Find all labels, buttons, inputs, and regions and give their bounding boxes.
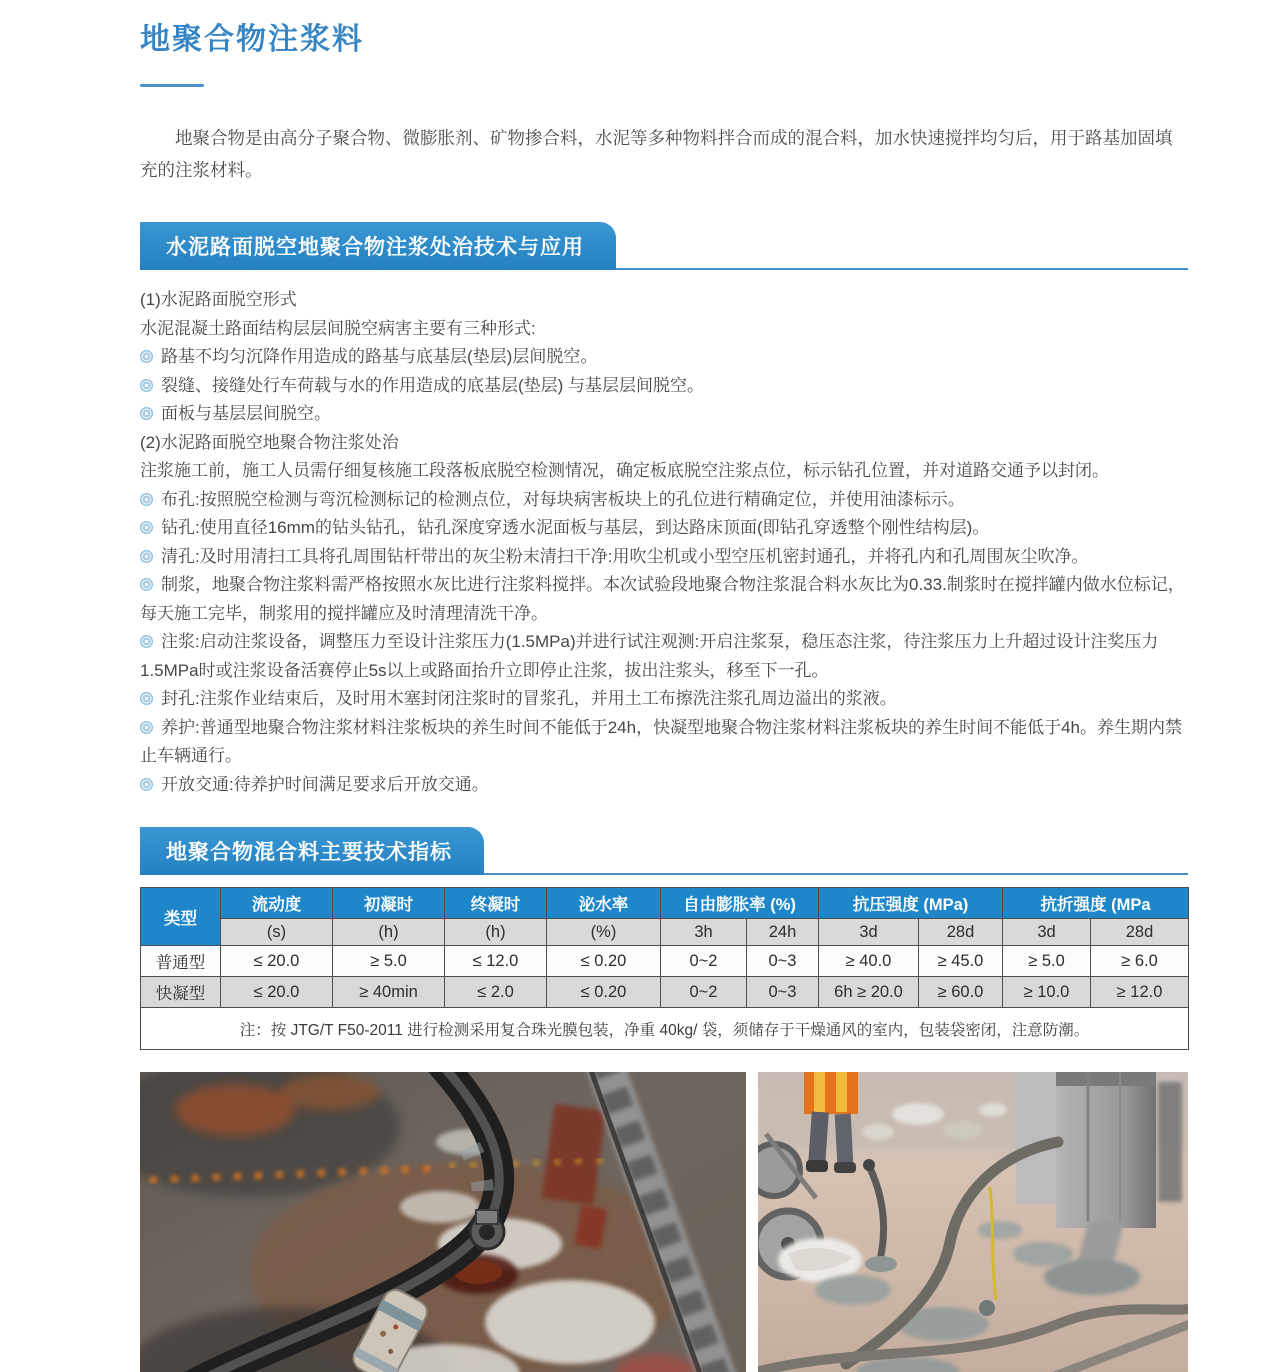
photo-strip	[140, 1072, 1188, 1372]
value-cell: ≥ 6.0	[1091, 946, 1189, 977]
ring-bullet-icon	[140, 407, 153, 420]
text-line: (1)水泥路面脱空形式	[140, 290, 297, 309]
unit-cell: 3h	[661, 919, 747, 946]
value-cell: ≥ 10.0	[1003, 977, 1091, 1008]
ring-bullet-icon	[140, 493, 153, 506]
photo-grouting-hose-pavement	[140, 1072, 746, 1372]
bullet-text: 钻孔:使用直径16mm的钻头钻孔，钻孔深度穿透水泥面板与基层，到达路床顶面(即钻孔穿透整个刚性结构层)。	[161, 518, 990, 537]
title-underline	[140, 84, 204, 87]
table-note-row	[141, 1008, 1189, 1050]
value-cell: ≥ 5.0	[333, 946, 445, 977]
unit-cell: (h)	[445, 919, 547, 946]
injection-fitting	[470, 1210, 504, 1249]
section1-body	[140, 286, 1188, 799]
ring-bullet-icon	[140, 350, 153, 363]
col-header: 抗压强度 (MPa)	[819, 888, 1003, 919]
col-header: 终凝时	[445, 888, 547, 919]
ring-bullet-icon	[140, 635, 153, 648]
section2-heading: 地聚合物混合料主要技术指标	[140, 827, 484, 875]
section1-banner-row	[140, 222, 1188, 270]
value-cell: ≥ 5.0	[1003, 946, 1091, 977]
bullet-text: 制浆，地聚合物注浆料需严格按照水灰比进行注浆料搅拌。本次试验段地聚合物注浆混合料水灰比为0.33.制浆时在搅拌罐内做水位标记，每天施工完毕，制浆用的搅拌罐应及时清理清洗干净。	[140, 575, 1185, 623]
unit-cell: 3d	[819, 919, 919, 946]
col-header-type: 类型	[141, 888, 221, 946]
table-row-rapid	[141, 977, 1189, 1008]
value-cell: ≥ 12.0	[1091, 977, 1189, 1008]
bullet-line	[140, 486, 1188, 515]
unit-cell: 24h	[747, 919, 819, 946]
col-header: 自由膨胀率 (%)	[661, 888, 819, 919]
bullet-line	[140, 714, 1188, 771]
bullet-line	[140, 685, 1188, 714]
section2-banner-row	[140, 827, 1188, 875]
ring-bullet-icon	[140, 578, 153, 591]
ring-bullet-icon	[140, 379, 153, 392]
table-unit-row	[141, 919, 1189, 946]
value-cell: 0~3	[747, 946, 819, 977]
ring-bullet-icon	[140, 778, 153, 791]
bullet-line	[140, 628, 1188, 685]
section1-heading: 水泥路面脱空地聚合物注浆处治技术与应用	[140, 222, 616, 270]
bullet-text: 面板与基层层间脱空。	[161, 404, 331, 423]
bullet-line	[140, 571, 1188, 628]
table-note: 注：按 JTG/T F50-2011 进行检测采用复合珠光膜包装，净重 40kg/ 袋，须储存于干燥通风的室内，包装袋密闭，注意防潮。	[141, 1008, 1189, 1050]
col-header: 泌水率	[547, 888, 661, 919]
value-cell: ≥ 40.0	[819, 946, 919, 977]
unit-cell: (s)	[221, 919, 333, 946]
bullet-text: 注浆:启动注浆设备，调整压力至设计注浆压力(1.5MPa)并进行试注观测:开启注浆泵，稳压态注浆，待注浆压力上升超过设计注奖压力1.5MPa时或注浆设备活赛停止5s以上或路面抬升立即停止注浆，拔出注浆头，移至下一孔。	[140, 632, 1159, 680]
value-cell: ≥ 60.0	[919, 977, 1003, 1008]
text-line: (2)水泥路面脱空地聚合物注浆处治	[140, 432, 399, 452]
technical-spec-table	[140, 887, 1189, 1050]
bullet-text: 开放交通:待养护时间满足要求后开放交通。	[161, 774, 489, 794]
unit-cell: (h)	[333, 919, 445, 946]
unit-cell: (%)	[547, 919, 661, 946]
value-cell: ≤ 20.0	[221, 977, 333, 1008]
text-line: 水泥混凝土路面结构层层间脱空病害主要有三种形式:	[140, 318, 536, 338]
value-cell: ≥ 40min	[333, 977, 445, 1008]
col-header: 抗折强度 (MPa	[1003, 888, 1189, 919]
photo-worksite-grouting	[758, 1072, 1188, 1372]
value-cell: ≤ 0.20	[547, 946, 661, 977]
table-row-ordinary	[141, 946, 1189, 977]
bullet-text: 裂缝、接缝处行车荷载与水的作用造成的底基层(垫层) 与基层层间脱空。	[161, 375, 705, 395]
col-header: 初凝时	[333, 888, 445, 919]
bullet-line	[140, 771, 1188, 800]
value-cell: ≤ 12.0	[445, 946, 547, 977]
value-cell: ≤ 0.20	[547, 977, 661, 1008]
bullet-line	[140, 514, 1188, 543]
bullet-text: 封孔:注浆作业结束后，及时用木塞封闭注浆时的冒浆孔，并用土工布擦洗注浆孔周边溢出的浆液。	[161, 689, 897, 708]
bullet-text: 布孔:按照脱空检测与弯沉检测标记的检测点位，对每块病害板块上的孔位进行精确定位，并使用油漆标示。	[161, 489, 965, 509]
page-title: 地聚合物注浆料	[140, 23, 364, 56]
grout-mound	[865, 1256, 897, 1272]
ring-bullet-icon	[140, 550, 153, 563]
ring-bullet-icon	[140, 721, 153, 734]
bullet-line	[140, 372, 1188, 401]
ring-bullet-icon	[140, 521, 153, 534]
value-cell: 6h ≥ 20.0	[819, 977, 919, 1008]
intro-paragraph: 地聚合物是由高分子聚合物、微膨胀剂、矿物掺合料，水泥等多种物料拌合而成的混合料，加水快速搅拌均匀后，用于路基加固填充的注浆材料。	[140, 128, 1173, 180]
value-cell: 0~2	[661, 946, 747, 977]
value-cell: 0~2	[661, 977, 747, 1008]
ring-bullet-icon	[140, 692, 153, 705]
value-cell: ≥ 45.0	[919, 946, 1003, 977]
unit-cell: 3d	[1003, 919, 1091, 946]
text-line: 注浆施工前，施工人员需仔细复核施工段落板底脱空检测情况，确定板底脱空注浆点位，标示钻孔位置，并对道路交通予以封闭。	[140, 461, 1109, 480]
value-cell: ≤ 2.0	[445, 977, 547, 1008]
col-header: 流动度	[221, 888, 333, 919]
unit-cell: 28d	[919, 919, 1003, 946]
bullet-text: 路基不均匀沉降作用造成的路基与底基层(垫层)层间脱空。	[161, 347, 598, 366]
bullet-text: 清孔:及时用清扫工具将孔周围钻杆带出的灰尘粉末清扫干净:用吹尘机或小型空压机密封通孔，并将孔内和孔周围灰尘吹净。	[161, 546, 1089, 566]
bullet-line	[140, 343, 1188, 372]
bullet-line	[140, 400, 1188, 429]
grout-spot	[979, 1300, 995, 1316]
row-label: 快凝型	[141, 977, 221, 1008]
row-label: 普通型	[141, 946, 221, 977]
table-header-row	[141, 888, 1189, 919]
pipe-fitting	[863, 1159, 875, 1171]
unit-cell: 28d	[1091, 919, 1189, 946]
bullet-line	[140, 543, 1188, 572]
bullet-text: 养护:普通型地聚合物注浆材料注浆板块的养生时间不能低于24h，快凝型地聚合物注浆材料注浆板块的养生时间不能低于4h。养生期内禁止车辆通行。	[140, 717, 1182, 765]
value-cell: 0~3	[747, 977, 819, 1008]
value-cell: ≤ 20.0	[221, 946, 333, 977]
